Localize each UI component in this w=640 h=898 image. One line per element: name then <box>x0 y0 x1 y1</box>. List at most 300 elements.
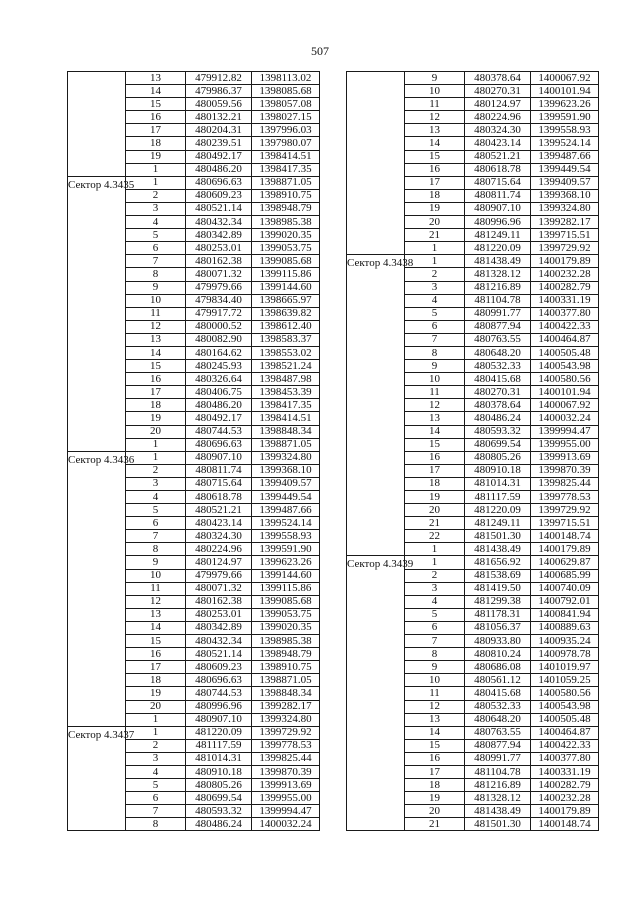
point-number-cell: 18 <box>126 399 186 412</box>
y-coordinate-cell: 1398910.75 <box>252 189 320 202</box>
y-coordinate-cell: 1400377.80 <box>531 752 599 765</box>
y-coordinate-cell: 1398871.05 <box>252 176 320 189</box>
x-coordinate-cell: 481014.31 <box>465 477 531 490</box>
point-number-cell: 18 <box>126 137 186 150</box>
point-number-cell: 9 <box>405 360 465 373</box>
x-coordinate-cell: 480532.33 <box>465 360 531 373</box>
x-coordinate-cell: 480162.38 <box>186 255 252 268</box>
x-coordinate-cell: 480000.52 <box>186 320 252 333</box>
table-row <box>347 255 599 268</box>
x-coordinate-cell: 480933.80 <box>465 635 531 648</box>
coordinate-table-left <box>67 71 320 831</box>
point-number-cell: 2 <box>126 189 186 202</box>
point-number-cell: 1 <box>126 713 186 726</box>
point-number-cell: 19 <box>126 412 186 425</box>
point-number-cell: 5 <box>126 504 186 517</box>
y-coordinate-cell: 1399487.66 <box>252 504 320 517</box>
point-number-cell: 20 <box>126 425 186 438</box>
y-coordinate-cell: 1400740.09 <box>531 582 599 595</box>
x-coordinate-cell: 480423.14 <box>186 517 252 530</box>
x-coordinate-cell: 480521.21 <box>186 504 252 517</box>
point-number-cell: 2 <box>405 569 465 582</box>
point-number-cell: 1 <box>126 176 186 189</box>
x-coordinate-cell: 480521.14 <box>186 648 252 661</box>
y-coordinate-cell: 1400067.92 <box>531 72 599 85</box>
point-number-cell: 12 <box>405 700 465 713</box>
x-coordinate-cell: 480324.30 <box>465 124 531 137</box>
x-coordinate-cell: 480907.10 <box>186 713 252 726</box>
table-row <box>68 726 320 739</box>
point-number-cell: 2 <box>126 739 186 752</box>
point-number-cell: 10 <box>405 85 465 98</box>
y-coordinate-cell: 1400179.89 <box>531 805 599 818</box>
y-coordinate-cell: 1399623.26 <box>252 556 320 569</box>
y-coordinate-cell: 1400685.99 <box>531 569 599 582</box>
point-number-cell: 17 <box>126 661 186 674</box>
point-number-cell: 5 <box>126 229 186 242</box>
point-number-cell: 17 <box>126 386 186 399</box>
point-number-cell: 7 <box>405 333 465 346</box>
x-coordinate-cell: 481117.59 <box>465 491 531 504</box>
y-coordinate-cell: 1398612.40 <box>252 320 320 333</box>
point-number-cell: 6 <box>126 792 186 805</box>
point-number-cell: 11 <box>126 307 186 320</box>
y-coordinate-cell: 1400543.98 <box>531 360 599 373</box>
x-coordinate-cell: 481328.12 <box>465 268 531 281</box>
x-coordinate-cell: 481117.59 <box>186 739 252 752</box>
point-number-cell: 16 <box>126 111 186 124</box>
point-number-cell: 21 <box>405 517 465 530</box>
x-coordinate-cell: 480561.12 <box>465 674 531 687</box>
x-coordinate-cell: 481014.31 <box>186 752 252 765</box>
point-number-cell: 4 <box>405 294 465 307</box>
y-coordinate-cell: 1399053.75 <box>252 242 320 255</box>
point-number-cell: 15 <box>126 360 186 373</box>
coordinate-table-body <box>68 72 320 831</box>
x-coordinate-cell: 480715.64 <box>465 176 531 189</box>
point-number-cell: 1 <box>405 556 465 569</box>
x-coordinate-cell: 479979.66 <box>186 569 252 582</box>
y-coordinate-cell: 1398113.02 <box>252 72 320 85</box>
y-coordinate-cell: 1400543.98 <box>531 700 599 713</box>
x-coordinate-cell: 480486.24 <box>465 412 531 425</box>
y-coordinate-cell: 1399409.57 <box>252 477 320 490</box>
x-coordinate-cell: 480805.26 <box>465 451 531 464</box>
point-number-cell: 4 <box>126 765 186 778</box>
point-number-cell: 6 <box>126 242 186 255</box>
x-coordinate-cell: 481104.78 <box>465 294 531 307</box>
x-coordinate-cell: 480253.01 <box>186 242 252 255</box>
y-coordinate-cell: 1399085.68 <box>252 595 320 608</box>
y-coordinate-cell: 1399368.10 <box>252 464 320 477</box>
x-coordinate-cell: 480811.74 <box>186 464 252 477</box>
x-coordinate-cell: 480162.38 <box>186 595 252 608</box>
point-number-cell: 20 <box>126 700 186 713</box>
point-number-cell: 16 <box>405 752 465 765</box>
point-number-cell: 9 <box>126 556 186 569</box>
x-coordinate-cell: 481249.11 <box>465 517 531 530</box>
point-number-cell: 18 <box>405 477 465 490</box>
x-coordinate-cell: 479834.40 <box>186 294 252 307</box>
y-coordinate-cell: 1398417.35 <box>252 163 320 176</box>
x-coordinate-cell: 480910.18 <box>465 464 531 477</box>
x-coordinate-cell: 480270.31 <box>465 386 531 399</box>
x-coordinate-cell: 481220.09 <box>465 242 531 255</box>
x-coordinate-cell: 481056.37 <box>465 621 531 634</box>
y-coordinate-cell: 1398848.34 <box>252 425 320 438</box>
x-coordinate-cell: 480996.96 <box>465 216 531 229</box>
x-coordinate-cell: 480406.75 <box>186 386 252 399</box>
point-number-cell: 13 <box>126 608 186 621</box>
y-coordinate-cell: 1400282.79 <box>531 281 599 294</box>
y-coordinate-cell: 1400032.24 <box>531 412 599 425</box>
x-coordinate-cell: 480378.64 <box>465 399 531 412</box>
y-coordinate-cell: 1400464.87 <box>531 333 599 346</box>
point-number-cell: 14 <box>405 726 465 739</box>
point-number-cell: 17 <box>126 124 186 137</box>
y-coordinate-cell: 1398948.79 <box>252 648 320 661</box>
y-coordinate-cell: 1400232.28 <box>531 268 599 281</box>
y-coordinate-cell: 1399591.90 <box>252 543 320 556</box>
x-coordinate-cell: 480991.77 <box>465 307 531 320</box>
point-number-cell: 3 <box>126 752 186 765</box>
x-coordinate-cell: 480492.17 <box>186 412 252 425</box>
y-coordinate-cell: 1398871.05 <box>252 674 320 687</box>
y-coordinate-cell: 1398639.82 <box>252 307 320 320</box>
x-coordinate-cell: 481438.49 <box>465 543 531 556</box>
y-coordinate-cell: 1398985.38 <box>252 216 320 229</box>
y-coordinate-cell: 1399115.86 <box>252 582 320 595</box>
x-coordinate-cell: 480648.20 <box>465 713 531 726</box>
point-number-cell: 1 <box>126 438 186 451</box>
sector-cell: Сектор 4.3438 <box>347 255 405 556</box>
point-number-cell: 15 <box>126 98 186 111</box>
x-coordinate-cell: 480415.68 <box>465 687 531 700</box>
point-number-cell: 22 <box>405 530 465 543</box>
point-number-cell: 14 <box>405 137 465 150</box>
x-coordinate-cell: 480907.10 <box>465 202 531 215</box>
x-coordinate-cell: 480378.64 <box>465 72 531 85</box>
x-coordinate-cell: 480648.20 <box>465 346 531 359</box>
point-number-cell: 11 <box>405 687 465 700</box>
x-coordinate-cell: 480907.10 <box>186 451 252 464</box>
x-coordinate-cell: 480071.32 <box>186 268 252 281</box>
sector-cell: Сектор 4.3437 <box>68 726 126 831</box>
y-coordinate-cell: 1399729.92 <box>252 726 320 739</box>
point-number-cell: 18 <box>126 674 186 687</box>
y-coordinate-cell: 1399623.26 <box>531 98 599 111</box>
x-coordinate-cell: 480082.90 <box>186 333 252 346</box>
x-coordinate-cell: 481501.30 <box>465 530 531 543</box>
point-number-cell: 1 <box>405 543 465 556</box>
point-number-cell: 13 <box>126 72 186 85</box>
y-coordinate-cell: 1400232.28 <box>531 792 599 805</box>
y-coordinate-cell: 1400179.89 <box>531 543 599 556</box>
x-coordinate-cell: 480245.93 <box>186 360 252 373</box>
y-coordinate-cell: 1400464.87 <box>531 726 599 739</box>
x-coordinate-cell: 481328.12 <box>465 792 531 805</box>
coordinate-table-body <box>347 72 599 831</box>
y-coordinate-cell: 1399715.51 <box>531 517 599 530</box>
y-coordinate-cell: 1400422.33 <box>531 739 599 752</box>
coordinate-table-right <box>346 71 599 831</box>
table-row <box>68 176 320 189</box>
point-number-cell: 16 <box>126 648 186 661</box>
x-coordinate-cell: 480326.64 <box>186 373 252 386</box>
point-number-cell: 6 <box>405 621 465 634</box>
y-coordinate-cell: 1399558.93 <box>531 124 599 137</box>
table-row <box>347 72 599 85</box>
point-number-cell: 13 <box>126 333 186 346</box>
point-number-cell: 8 <box>126 268 186 281</box>
y-coordinate-cell: 1400179.89 <box>531 255 599 268</box>
point-number-cell: 12 <box>405 111 465 124</box>
point-number-cell: 2 <box>405 268 465 281</box>
x-coordinate-cell: 481104.78 <box>465 765 531 778</box>
x-coordinate-cell: 480342.89 <box>186 229 252 242</box>
y-coordinate-cell: 1399524.14 <box>252 517 320 530</box>
y-coordinate-cell: 1399778.53 <box>252 739 320 752</box>
y-coordinate-cell: 1399282.17 <box>252 700 320 713</box>
y-coordinate-cell: 1399324.80 <box>252 451 320 464</box>
point-number-cell: 3 <box>405 281 465 294</box>
table-row <box>68 72 320 85</box>
y-coordinate-cell: 1400580.56 <box>531 687 599 700</box>
table-row <box>68 451 320 464</box>
point-number-cell: 3 <box>126 477 186 490</box>
point-number-cell: 11 <box>405 98 465 111</box>
sector-cell: Сектор 4.3439 <box>347 556 405 831</box>
y-coordinate-cell: 1400978.78 <box>531 648 599 661</box>
y-coordinate-cell: 1399715.51 <box>531 229 599 242</box>
point-number-cell: 13 <box>405 713 465 726</box>
x-coordinate-cell: 480593.32 <box>186 805 252 818</box>
sector-cell: Сектор 4.3435 <box>68 176 126 451</box>
y-coordinate-cell: 1398414.51 <box>252 150 320 163</box>
point-number-cell: 11 <box>126 582 186 595</box>
x-coordinate-cell: 479986.37 <box>186 85 252 98</box>
point-number-cell: 19 <box>126 687 186 700</box>
point-number-cell: 1 <box>405 255 465 268</box>
y-coordinate-cell: 1400889.63 <box>531 621 599 634</box>
x-coordinate-cell: 479912.82 <box>186 72 252 85</box>
point-number-cell: 13 <box>405 124 465 137</box>
y-coordinate-cell: 1398583.37 <box>252 333 320 346</box>
y-coordinate-cell: 1399825.44 <box>531 477 599 490</box>
x-coordinate-cell: 480696.63 <box>186 674 252 687</box>
x-coordinate-cell: 480224.96 <box>186 543 252 556</box>
point-number-cell: 4 <box>126 491 186 504</box>
x-coordinate-cell: 480618.78 <box>465 163 531 176</box>
x-coordinate-cell: 480124.97 <box>186 556 252 569</box>
point-number-cell: 18 <box>405 189 465 202</box>
y-coordinate-cell: 1399913.69 <box>252 779 320 792</box>
point-number-cell: 19 <box>405 792 465 805</box>
y-coordinate-cell: 1400422.33 <box>531 320 599 333</box>
y-coordinate-cell: 1399409.57 <box>531 176 599 189</box>
point-number-cell: 12 <box>405 399 465 412</box>
point-number-cell: 15 <box>405 438 465 451</box>
x-coordinate-cell: 480618.78 <box>186 491 252 504</box>
x-coordinate-cell: 480699.54 <box>186 792 252 805</box>
y-coordinate-cell: 1400101.94 <box>531 386 599 399</box>
x-coordinate-cell: 480432.34 <box>186 216 252 229</box>
y-coordinate-cell: 1398848.34 <box>252 687 320 700</box>
point-number-cell: 10 <box>405 373 465 386</box>
x-coordinate-cell: 480432.34 <box>186 635 252 648</box>
sector-cell <box>347 72 405 255</box>
x-coordinate-cell: 480415.68 <box>465 373 531 386</box>
point-number-cell: 10 <box>126 569 186 582</box>
x-coordinate-cell: 480696.63 <box>186 176 252 189</box>
point-number-cell: 3 <box>126 202 186 215</box>
point-number-cell: 5 <box>126 779 186 792</box>
y-coordinate-cell: 1399487.66 <box>531 150 599 163</box>
point-number-cell: 8 <box>126 543 186 556</box>
x-coordinate-cell: 481501.30 <box>465 818 531 831</box>
x-coordinate-cell: 480132.21 <box>186 111 252 124</box>
point-number-cell: 16 <box>405 451 465 464</box>
y-coordinate-cell: 1399729.92 <box>531 242 599 255</box>
point-number-cell: 10 <box>405 674 465 687</box>
y-coordinate-cell: 1397980.07 <box>252 137 320 150</box>
sector-cell <box>68 72 126 177</box>
x-coordinate-cell: 481220.09 <box>465 504 531 517</box>
x-coordinate-cell: 480532.33 <box>465 700 531 713</box>
y-coordinate-cell: 1399368.10 <box>531 189 599 202</box>
y-coordinate-cell: 1400505.48 <box>531 346 599 359</box>
x-coordinate-cell: 480521.14 <box>186 202 252 215</box>
x-coordinate-cell: 481438.49 <box>465 805 531 818</box>
y-coordinate-cell: 1400841.94 <box>531 608 599 621</box>
point-number-cell: 6 <box>126 517 186 530</box>
y-coordinate-cell: 1400148.74 <box>531 818 599 831</box>
point-number-cell: 18 <box>405 779 465 792</box>
y-coordinate-cell: 1400331.19 <box>531 765 599 778</box>
y-coordinate-cell: 1399729.92 <box>531 504 599 517</box>
point-number-cell: 15 <box>405 739 465 752</box>
x-coordinate-cell: 480715.64 <box>186 477 252 490</box>
y-coordinate-cell: 1398910.75 <box>252 661 320 674</box>
point-number-cell: 6 <box>405 320 465 333</box>
y-coordinate-cell: 1399870.39 <box>252 765 320 778</box>
point-number-cell: 12 <box>126 595 186 608</box>
x-coordinate-cell: 480164.62 <box>186 346 252 359</box>
x-coordinate-cell: 481220.09 <box>186 726 252 739</box>
y-coordinate-cell: 1399778.53 <box>531 491 599 504</box>
x-coordinate-cell: 479917.72 <box>186 307 252 320</box>
y-coordinate-cell: 1399020.35 <box>252 229 320 242</box>
point-number-cell: 19 <box>126 150 186 163</box>
x-coordinate-cell: 480609.23 <box>186 661 252 674</box>
y-coordinate-cell: 1399591.90 <box>531 111 599 124</box>
point-number-cell: 17 <box>405 464 465 477</box>
y-coordinate-cell: 1400282.79 <box>531 779 599 792</box>
x-coordinate-cell: 481216.89 <box>465 779 531 792</box>
point-number-cell: 3 <box>405 582 465 595</box>
point-number-cell: 19 <box>405 491 465 504</box>
x-coordinate-cell: 480686.08 <box>465 661 531 674</box>
y-coordinate-cell: 1398985.38 <box>252 635 320 648</box>
point-number-cell: 4 <box>405 595 465 608</box>
point-number-cell: 7 <box>126 805 186 818</box>
y-coordinate-cell: 1400032.24 <box>252 818 320 831</box>
x-coordinate-cell: 480342.89 <box>186 621 252 634</box>
y-coordinate-cell: 1399449.54 <box>531 163 599 176</box>
x-coordinate-cell: 480609.23 <box>186 189 252 202</box>
x-coordinate-cell: 480877.94 <box>465 739 531 752</box>
y-coordinate-cell: 1401059.25 <box>531 674 599 687</box>
x-coordinate-cell: 480521.21 <box>465 150 531 163</box>
x-coordinate-cell: 480805.26 <box>186 779 252 792</box>
point-number-cell: 21 <box>405 229 465 242</box>
y-coordinate-cell: 1399449.54 <box>252 491 320 504</box>
y-coordinate-cell: 1399115.86 <box>252 268 320 281</box>
x-coordinate-cell: 480324.30 <box>186 530 252 543</box>
point-number-cell: 1 <box>126 726 186 739</box>
y-coordinate-cell: 1399524.14 <box>531 137 599 150</box>
point-number-cell: 14 <box>126 346 186 359</box>
y-coordinate-cell: 1398027.15 <box>252 111 320 124</box>
y-coordinate-cell: 1399282.17 <box>531 216 599 229</box>
x-coordinate-cell: 480811.74 <box>465 189 531 202</box>
x-coordinate-cell: 480593.32 <box>465 425 531 438</box>
point-number-cell: 4 <box>126 216 186 229</box>
x-coordinate-cell: 480239.51 <box>186 137 252 150</box>
sector-cell: Сектор 4.3436 <box>68 451 126 726</box>
x-coordinate-cell: 480744.53 <box>186 687 252 700</box>
x-coordinate-cell: 480124.97 <box>465 98 531 111</box>
point-number-cell: 21 <box>405 818 465 831</box>
x-coordinate-cell: 480423.14 <box>465 137 531 150</box>
point-number-cell: 13 <box>405 412 465 425</box>
point-number-cell: 20 <box>405 504 465 517</box>
x-coordinate-cell: 480699.54 <box>465 438 531 451</box>
x-coordinate-cell: 480492.17 <box>186 150 252 163</box>
y-coordinate-cell: 1399144.60 <box>252 569 320 582</box>
y-coordinate-cell: 1398521.24 <box>252 360 320 373</box>
x-coordinate-cell: 480253.01 <box>186 608 252 621</box>
point-number-cell: 8 <box>405 346 465 359</box>
x-coordinate-cell: 480224.96 <box>465 111 531 124</box>
point-number-cell: 16 <box>405 163 465 176</box>
x-coordinate-cell: 480991.77 <box>465 752 531 765</box>
x-coordinate-cell: 480696.63 <box>186 438 252 451</box>
point-number-cell: 2 <box>126 464 186 477</box>
x-coordinate-cell: 481438.49 <box>465 255 531 268</box>
x-coordinate-cell: 480071.32 <box>186 582 252 595</box>
x-coordinate-cell: 480763.55 <box>465 333 531 346</box>
x-coordinate-cell: 480877.94 <box>465 320 531 333</box>
y-coordinate-cell: 1401019.97 <box>531 661 599 674</box>
y-coordinate-cell: 1398948.79 <box>252 202 320 215</box>
y-coordinate-cell: 1399825.44 <box>252 752 320 765</box>
x-coordinate-cell: 480744.53 <box>186 425 252 438</box>
y-coordinate-cell: 1398453.39 <box>252 386 320 399</box>
x-coordinate-cell: 480486.20 <box>186 163 252 176</box>
y-coordinate-cell: 1399085.68 <box>252 255 320 268</box>
x-coordinate-cell: 480996.96 <box>186 700 252 713</box>
point-number-cell: 8 <box>405 648 465 661</box>
y-coordinate-cell: 1398871.05 <box>252 438 320 451</box>
point-number-cell: 16 <box>126 373 186 386</box>
point-number-cell: 17 <box>405 176 465 189</box>
x-coordinate-cell: 479979.66 <box>186 281 252 294</box>
y-coordinate-cell: 1400101.94 <box>531 85 599 98</box>
point-number-cell: 11 <box>405 386 465 399</box>
x-coordinate-cell: 480486.20 <box>186 399 252 412</box>
y-coordinate-cell: 1400580.56 <box>531 373 599 386</box>
